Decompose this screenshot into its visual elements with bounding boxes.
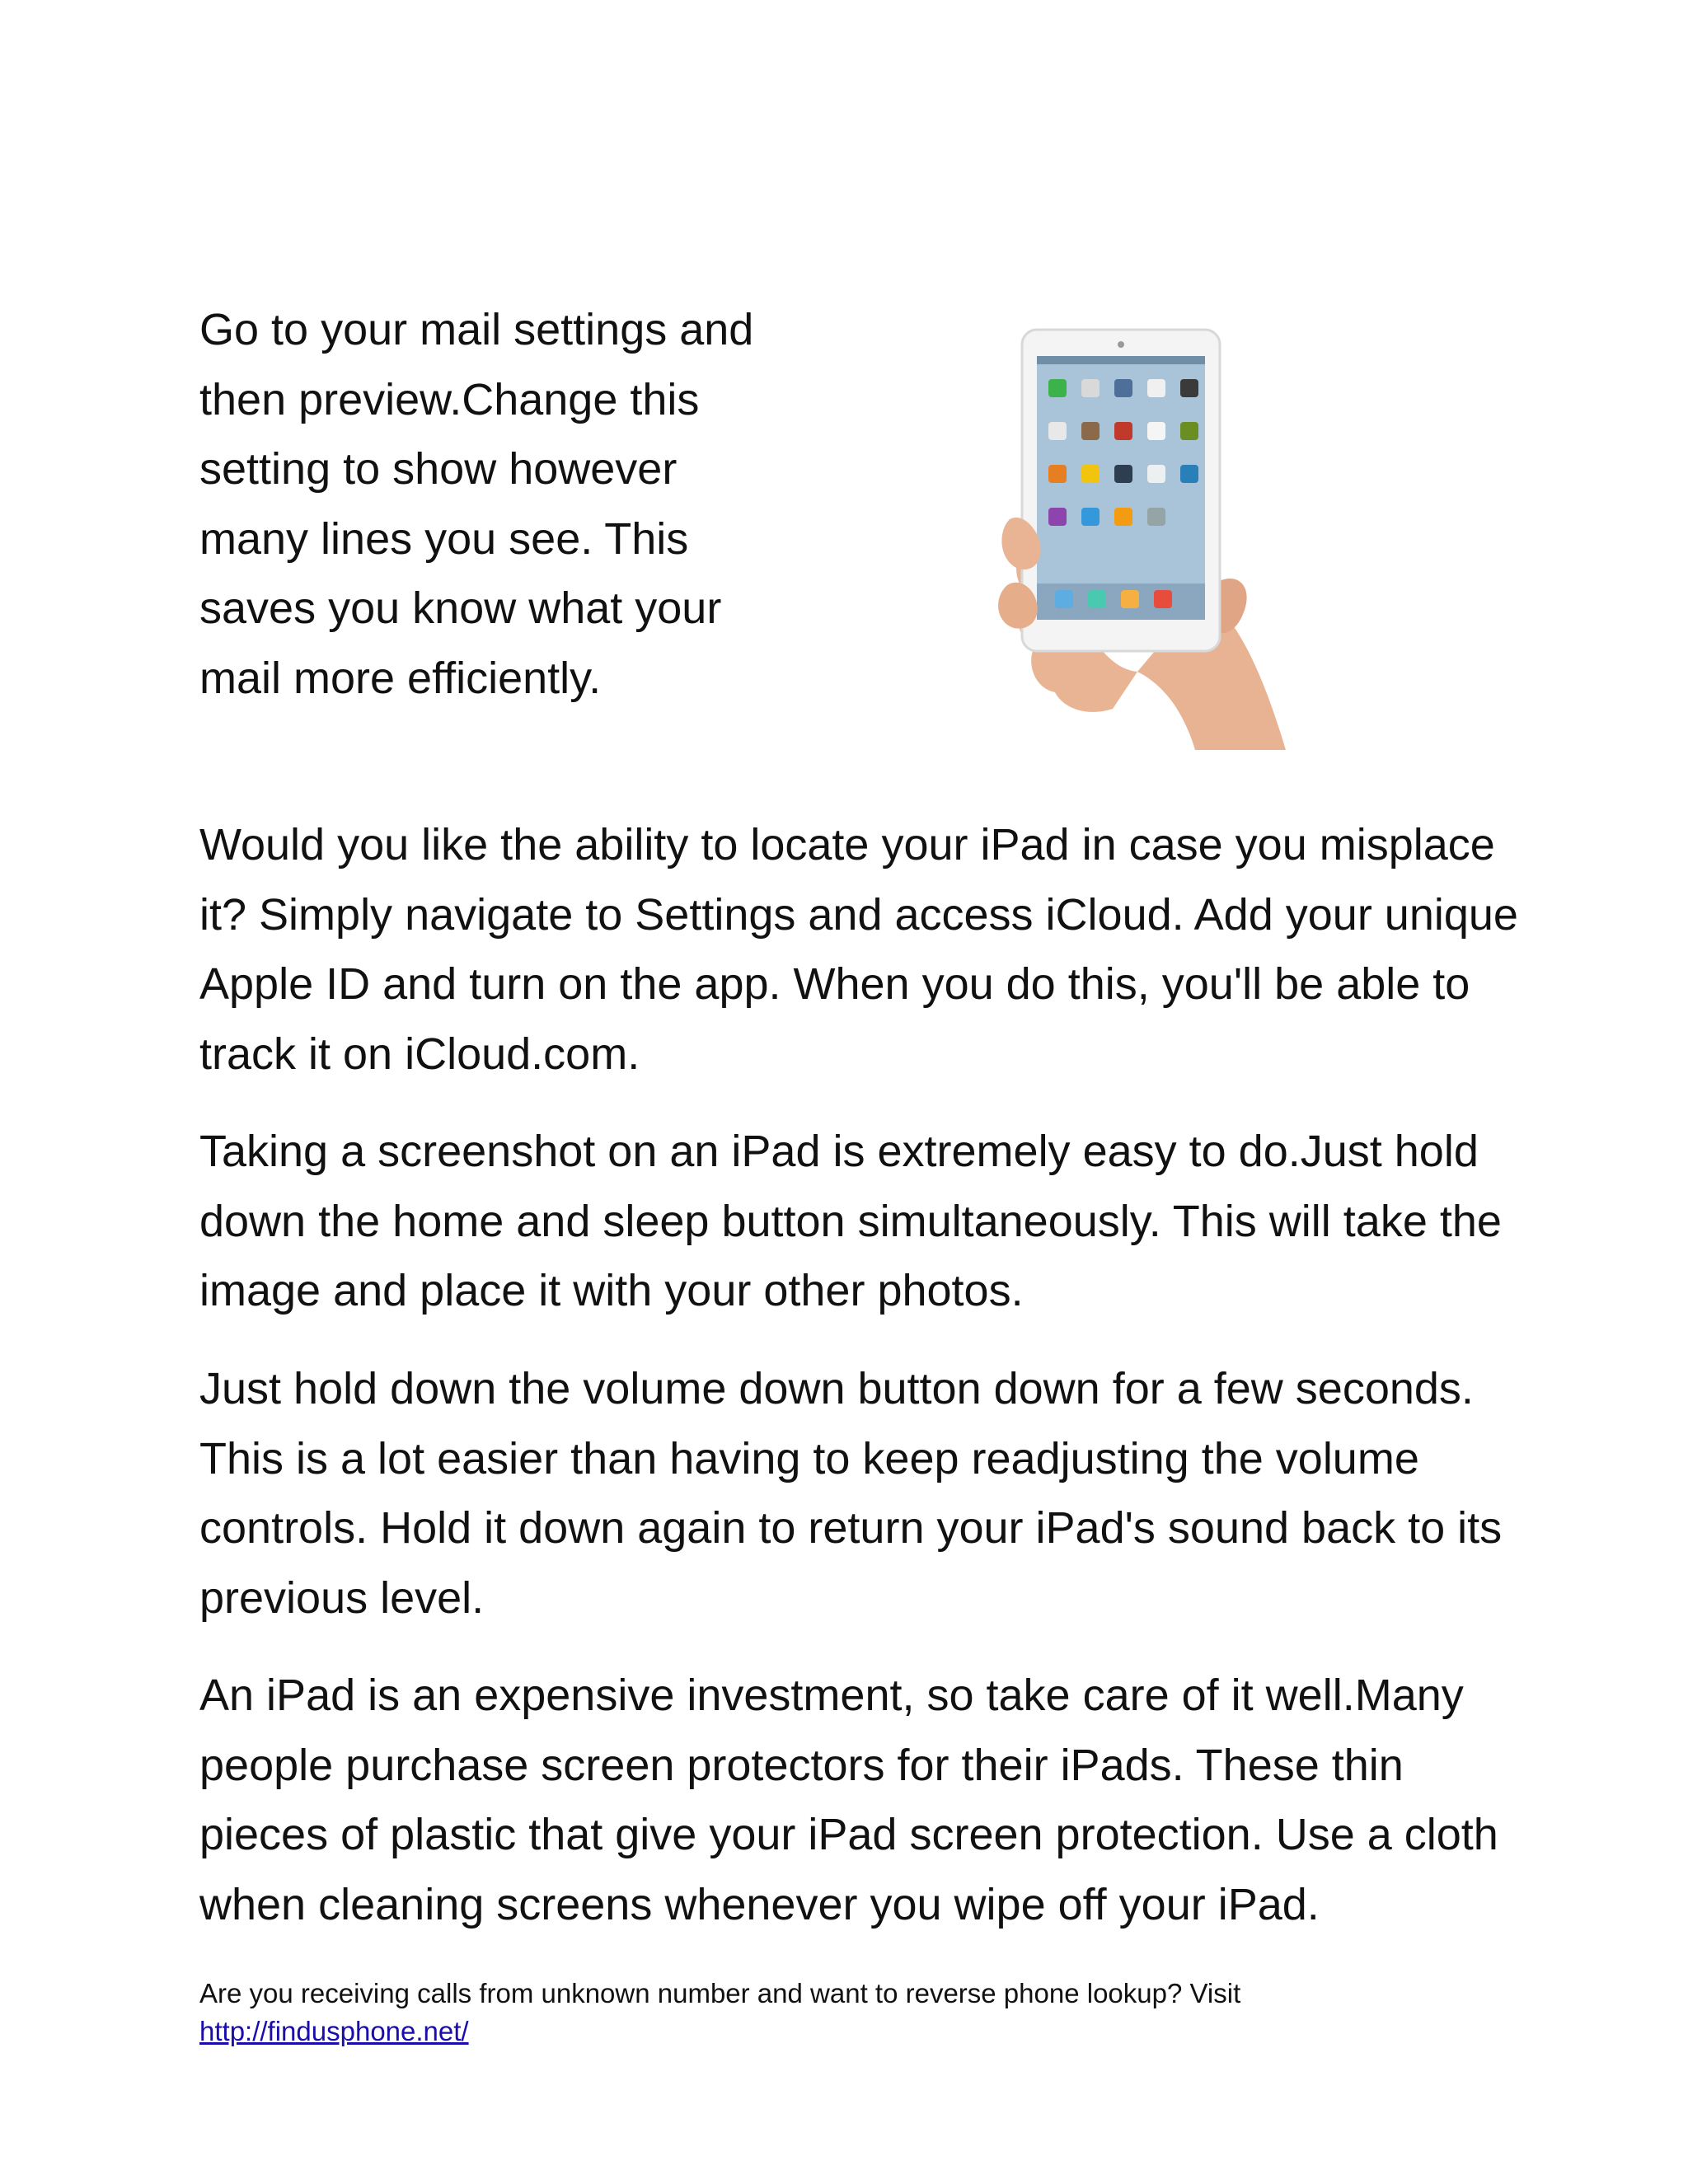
findusphone-link[interactable]: http://findusphone.net/ [199,2016,469,2046]
footer-note [199,1975,1601,2050]
paragraph-volume: Just hold down the volume down button down for a few seconds. This is a lot easier than having to keep readjusting the volume controls. Hold it down again to return your iPad's sound back to its previous level. [199,1364,1503,1623]
ipad-in-hand-photo [989,321,1319,750]
paragraph-find-my-ipad: Would you like the ability to locate your iPad in case you misplace it? Simply navigate to Settings and access iCloud. Add your unique Apple ID and turn on the app. When you do this, you'll be able to track it on iCloud.com. [199,820,1518,1079]
paragraph-screenshot: Taking a screenshot on an iPad is extremely easy to do.Just hold down the home and sleep button simultaneously. This will take the image and place it with your other photos. [199,1127,1502,1315]
paragraph-screen-protection: An iPad is an expensive investment, so take care of it well.Many people purchase screen protectors for their iPads. These thin pieces of plastic that give your iPad screen protection. Use a cloth when cleaning screens whenever you wipe off your iPad. [199,1671,1498,1929]
footer-text: Are you receiving calls from unknown number and want to reverse phone lookup? Visit [199,1978,1241,2008]
intro-paragraph: Go to your mail settings and then preview.Change this setting to show however many lines you see. This saves you know what your mail more efficiently. [199,305,754,703]
